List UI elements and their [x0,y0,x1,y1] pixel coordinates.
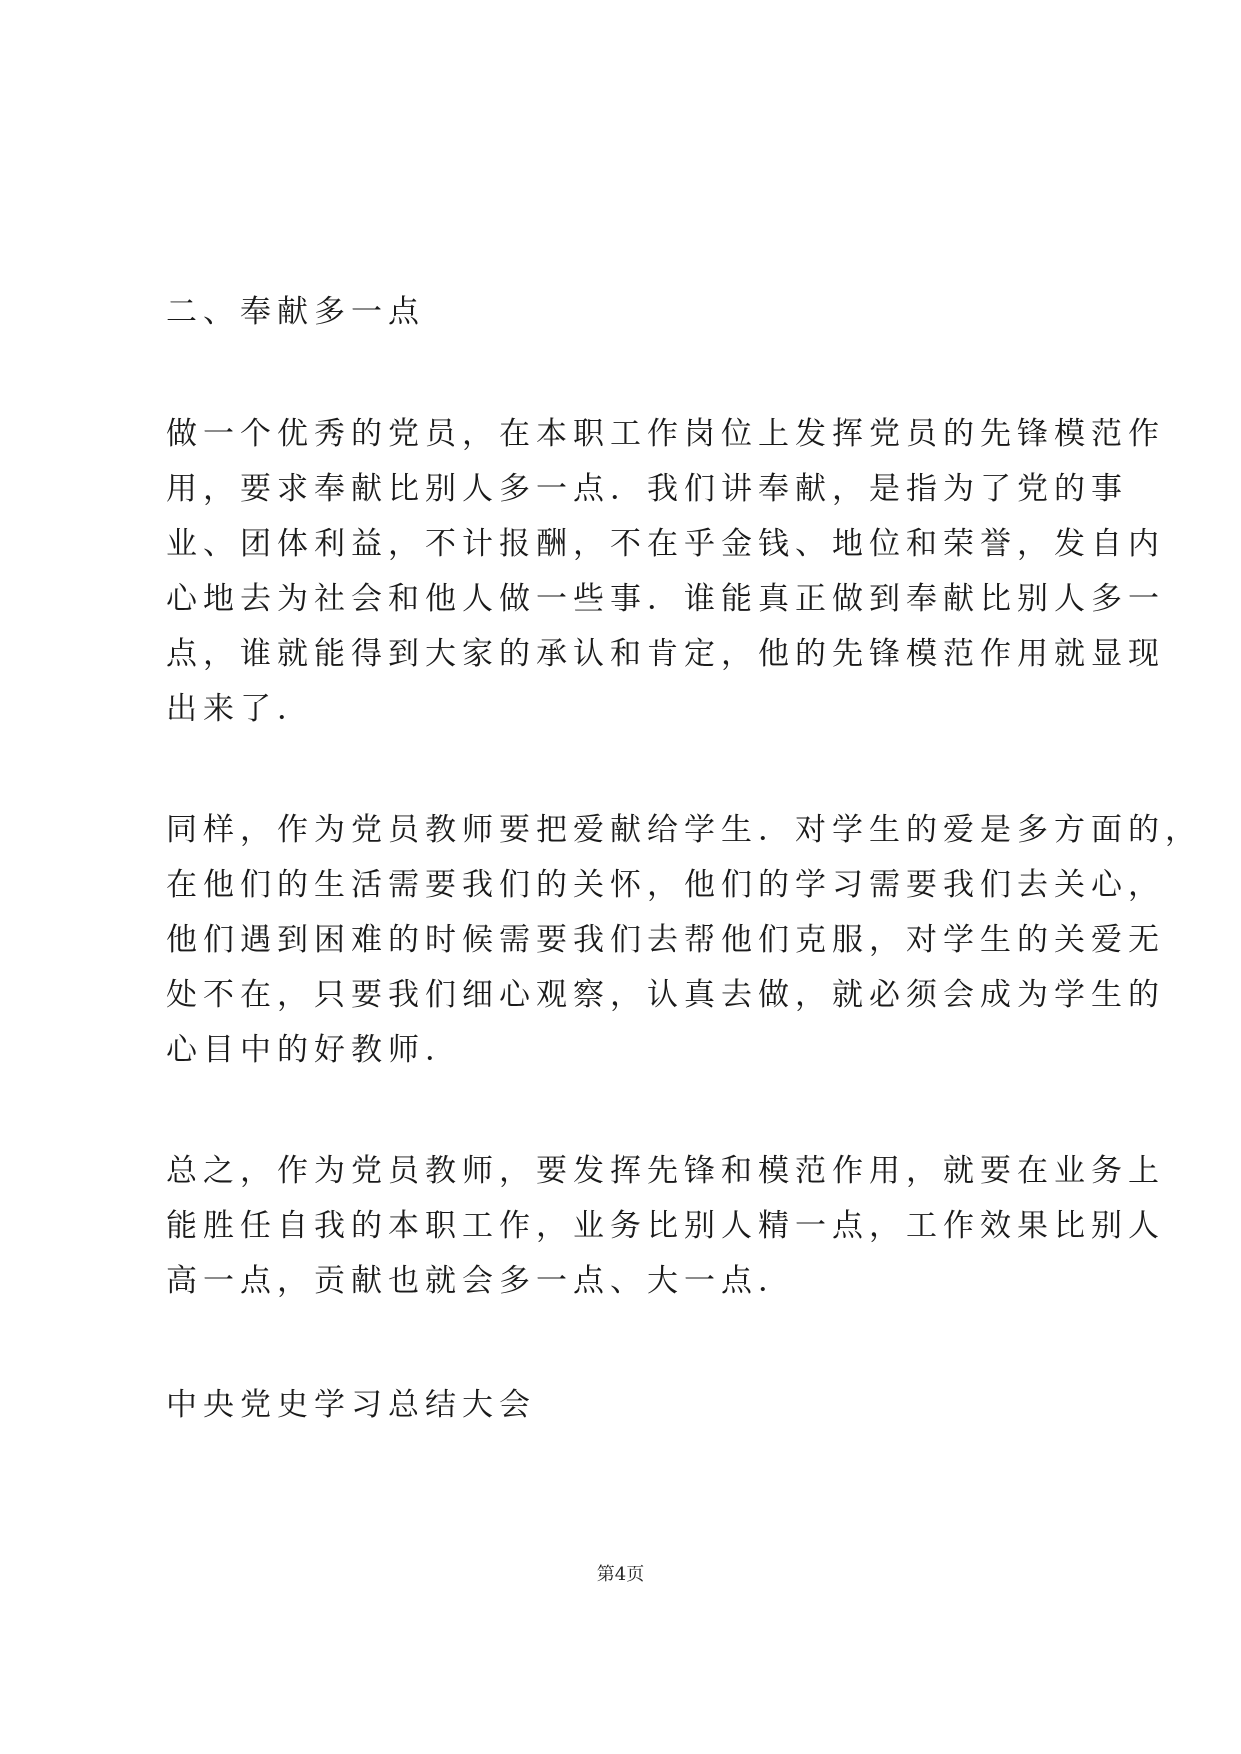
paragraph-line: 出来了． [166,691,314,727]
paragraph-line: 高一点，贡献也就会多一点、大一点． [166,1263,795,1299]
paragraph-line: 心目中的好教师． [166,1032,462,1068]
section-heading: 二、奉献多一点 [166,294,425,330]
paragraph-line: 做一个优秀的党员，在本职工作岗位上发挥党员的先锋模范作 [166,416,1165,452]
paragraph-line: 点，谁就能得到大家的承认和肯定，他的先锋模范作用就显现 [166,636,1165,672]
paragraph-line: 心地去为社会和他人做一些事．谁能真正做到奉献比别人多一 [166,581,1165,617]
paragraph-line: 他们遇到困难的时候需要我们去帮他们克服，对学生的关爱无 [166,922,1165,958]
paragraph-line: 用，要求奉献比别人多一点．我们讲奉献，是指为了党的事 [166,471,1128,507]
paragraph-line: 处不在，只要我们细心观察，认真去做，就必须会成为学生的 [166,977,1165,1013]
closing-line: 中央党史学习总结大会 [166,1387,536,1423]
paragraph-line: 业、团体利益，不计报酬，不在乎金钱、地位和荣誉，发自内 [166,526,1165,562]
paragraph-line: 同样，作为党员教师要把爱献给学生．对学生的爱是多方面的， [166,812,1202,848]
paragraph-line: 在他们的生活需要我们的关怀，他们的学习需要我们去关心， [166,867,1165,903]
paragraph-line: 总之，作为党员教师，要发挥先锋和模范作用，就要在业务上 [166,1153,1165,1189]
paragraph-line: 能胜任自我的本职工作，业务比别人精一点，工作效果比别人 [166,1208,1165,1244]
page-number: 第4页 [596,1564,645,1585]
